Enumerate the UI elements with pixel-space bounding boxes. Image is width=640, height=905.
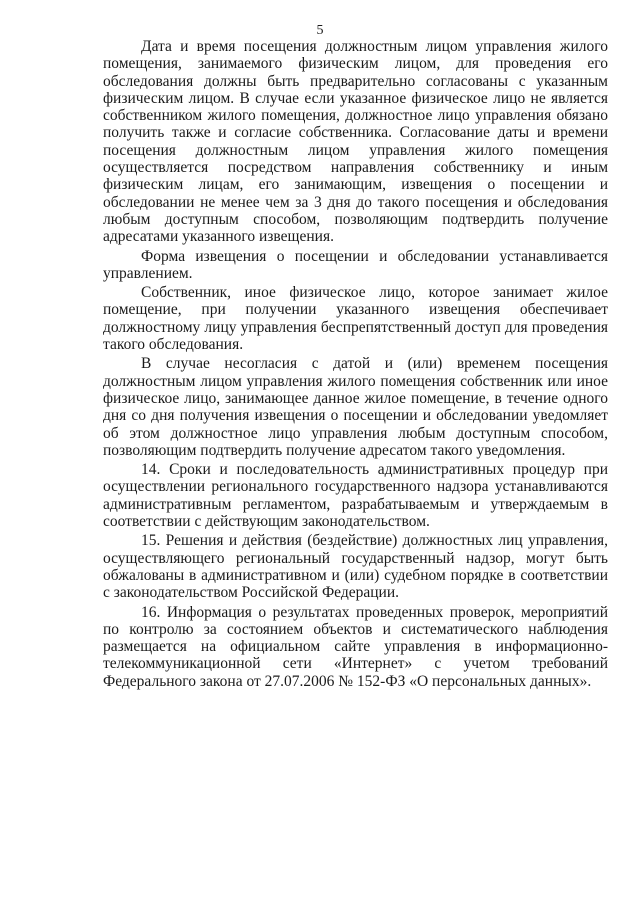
page-number: 5 — [316, 23, 324, 38]
document-body — [103, 38, 608, 692]
paragraph-disagreement: В случае несогласия с датой и (или) временем посещения должностным лицом управления жилого помещения собственник или иное физическое лицо, занимающее данное жилое помещение, в течение одного дня со дня получения извещения о посещении и обследовании уведомляет об этом должностное лицо управления любым доступным способом, позволяющим подтвердить получение адресатом такого уведомления. — [103, 355, 608, 459]
paragraph-item-14: 14. Сроки и последовательность административных процедур при осуществлении регионального государственного надзора устанавливаются административным регламентом, разрабатываемым и утверждаемым в соответствии с действующим законодательством. — [103, 461, 608, 531]
paragraph-notice-form: Форма извещения о посещении и обследовании устанавливается управлением. — [103, 247, 608, 282]
paragraph-visit-coordination: Дата и время посещения должностным лицом управления жилого помещения, занимаемого физическим лицом, для проведения его обследования должны быть предварительно согласованы с указанным физическим лицом. В случае если указанное физическое лицо не является собственником жилого помещения, должностное лицо управления обязано получить также и согласие собственника. Согласование даты и времени посещения должностным лицом управления жилого помещения осуществляется посредством направления собственнику и иным физическим лицам, его занимающим, извещения о посещении и обследовании не менее чем за 3 дня до такого посещения и обследования любым доступным способом, позволяющим подтвердить получение адресатами указанного извещения. — [103, 38, 608, 246]
paragraph-item-16: 16. Информация о результатах проведенных проверок, мероприятий по контролю за состоянием объектов и систематического наблюдения размещается на официальном сайте управления в информационно-телекоммуникационной сети «Интернет» с учетом требований Федерального закона от 27.07.2006 № 152-ФЗ «О персональных данных». — [103, 603, 608, 690]
paragraph-item-15: 15. Решения и действия (бездействие) должностных лиц управления, осуществляющего региональный государственный надзор, могут быть обжалованы в административном и (или) судебном порядке в соответствии с законодательством Российской Федерации. — [103, 532, 608, 602]
paragraph-owner-access: Собственник, иное физическое лицо, которое занимает жилое помещение, при получении указанного извещения обеспечивает должностному лицу управления беспрепятственный доступ для проведения такого обследования. — [103, 284, 608, 354]
